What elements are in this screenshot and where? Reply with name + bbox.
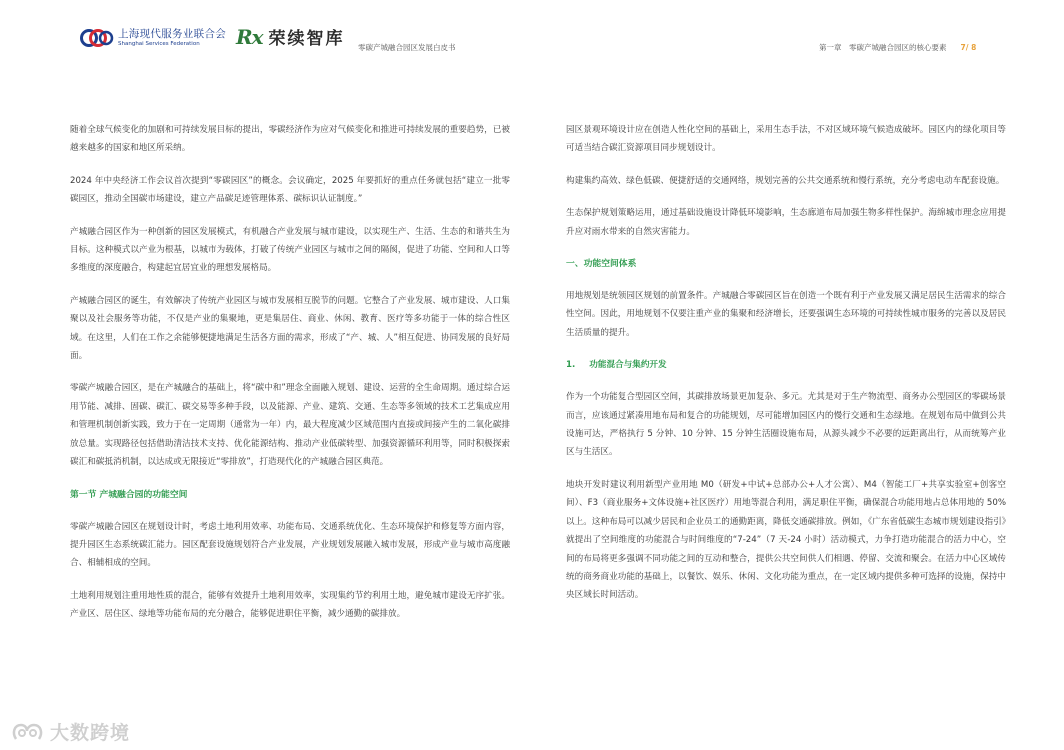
heading-number: 1.	[566, 360, 576, 371]
chapter-title: 第一章 零碳产城融合园区的核心要素	[819, 43, 947, 52]
left-column	[70, 121, 510, 638]
section-heading: 第一节 产城融合园的功能空间	[70, 489, 188, 500]
watermark	[10, 718, 130, 745]
federation-name-cn: 上海现代服务业联合会	[118, 28, 226, 40]
paragraph: 零碳产城融合园区在规划设计时，考虑土地利用效率、功能布局、交通系统优化、生态环境保护和修复等方面内容，提升园区生态系统碳汇能力。园区配套设施规划符合产业发展，产业规划发展融入城市发展，形成产业与城市高度融合、相辅相成的空间。	[70, 521, 510, 569]
document-title: 零碳产城融合园区发展白皮书	[358, 43, 456, 52]
paragraph: 园区景观环境设计应在创造人性化空间的基础上，采用生态手法，不对区域环境气候造成破坏。园区内的绿化项目等可适当结合碳汇资源项目同步规划设计。	[566, 125, 1006, 154]
paragraph: 随着全球气候变化的加剧和可持续发展目标的提出，零碳经济作为应对气候变化和推进可持续发展的重要趋势，已被越来越多的国家和地区所采纳。	[70, 125, 510, 154]
watermark-logo-icon	[10, 719, 46, 745]
chapter-header	[819, 42, 976, 53]
paragraph: 用地规划是统领园区规划的前置条件。产城融合零碳园区旨在创造一个既有利于产业发展又满足居民生活需求的综合性空间。因此，用地规划不仅要注重产业的集聚和经济增长，还要强调生态环境的可持续性城市服务的完善以及居民生活质量的提升。	[566, 291, 1006, 338]
paragraph: 零碳产城融合园区，是在产城融合的基础上，将“碳中和”理念全面融入规划、建设、运营的全生命周期。通过综合运用节能、减排、固碳、碳汇、碳交易等多种手段，以及能源、产业、建筑、交通、生态等多领域的技术工艺集成应用和管理机制创新实践，致力于在一定周期（通常为一年）内，最大程度减少区域范围内直接或间接产生的二氧化碳排放总量。实现路径包括借助清洁技术支持、优化能源结构、推动产业低碳转型、加强资源循环利用等，同时积极探索碳汇和碳抵消机制，以达成或无限接近“零排放”，打造现代化的产城融合园区典范。	[70, 383, 510, 468]
shanghai-services-federation-logo	[80, 26, 226, 50]
paragraph: 生态保护规划策略运用，通过基础设施设计降低环境影响，生态廊道布局加强生物多样性保护。海绵城市理念应用提升应对雨水带来的自然灾害能力。	[566, 208, 1006, 237]
paragraph: 构建集约高效、绿色低碳、便捷舒适的交通网络，规划完善的公共交通系统和慢行系统，充分考虑电动车配套设施。	[566, 175, 1005, 186]
paragraph: 产城融合园区作为一种创新的园区发展模式，有机融合产业发展与城市建设，以实现生产、生活、生态的和谐共生为目标。这种模式以产业为根基，以城市为载体，打破了传统产业园区与城市之间的隔阂，促进了功能、空间和人口等多维度的深度融合，构建起宜居宜业的理想发展格局。	[70, 226, 510, 274]
rx-logo-name: 荣续智库	[268, 29, 345, 49]
page-header	[0, 0, 1064, 70]
rongxu-think-tank-logo	[236, 24, 345, 49]
subsection-heading: 一、功能空间体系	[566, 259, 637, 270]
page-number: 7/ 8	[960, 43, 977, 52]
numbered-heading	[566, 356, 1006, 374]
federation-name-en: Shanghai Services Federation	[118, 41, 200, 47]
paragraph: 土地利用规划注重用地性质的混合，能够有效提升土地利用效率，实现集约节约利用土地，避免城市建设无序扩张。产业区、居住区、绿地等功能布局的充分融合，能够促进职住平衡，减少通勤的碳排放。	[70, 590, 510, 620]
paragraph: 产城融合园区的诞生，有效解决了传统产业园区与城市发展相互脱节的问题。它整合了产业发展、城市建设、人口集聚以及社会服务等功能，不仅是产业的集聚地，更是集居住、商业、休闲、教育、医疗等多功能于一体的综合性区域。在这里，人们在工作之余能够便捷地满足生活各方面的需求，形成了“产、城、人”相互促进、协同发展的良好局面。	[70, 295, 510, 362]
paragraph: 地块开发时建议利用新型产业用地 M0（研发+中试+总部办公+人才公寓）、M4（智能工厂+共享实验室+创客空间）、F3（商业服务+文体设施+社区医疗）用地等混合利用，满足职住平衡，确保混合功能用地占总体用地的 50%以上。这种布局可以减少居民和企业员工的通勤距离，降低交通碳排放。例如，《广东省低碳生态城市规划建设指引》就提出了空间维度的功能混合与时间维度的“7-24”（7 天-24 小时）活动模式，力争打造功能混合的活力中心，空间的布局将更多强调不同功能之间的互动和整合，提供公共空间供人们相遇、停留、交流和聚会。在活力中心区域传统的商务商业功能的基础上，以餐饮、娱乐、休闲、文化功能为重点，在一定区域内提供多种可选择的设施，保持中央区域长时间活动。	[566, 479, 1006, 601]
rx-logo-mark: Rx	[236, 24, 263, 49]
federation-emblem-icon	[80, 26, 114, 50]
right-column	[566, 121, 1006, 619]
paragraph: 2024 年中央经济工作会议首次提到“零碳园区”的概念。会议确定，2025 年要抓好的重点任务就包括“建立一批零碳园区，推动全国碳市场建设，建立产品碳足迹管理体系、碳标识认证制度。”	[70, 175, 510, 205]
heading-text: 功能混合与集约开发	[589, 360, 667, 371]
watermark-text: 大数跨境	[50, 722, 131, 744]
paragraph: 作为一个功能复合型园区空间，其碳排放场景更加复杂、多元。尤其是对于生产物流型、商务办公型园区的零碳场景而言，应该通过紧凑用地布局和复合的功能规划，尽可能增加园区内的慢行交通和生态绿地。在规划布局中做到公共设施可达，严格执行 5 分钟、10 分钟、15 分钟生活圈设施布局，从源头减少不必要的远距离出行，从而统筹产业区与生活区。	[566, 392, 1006, 458]
